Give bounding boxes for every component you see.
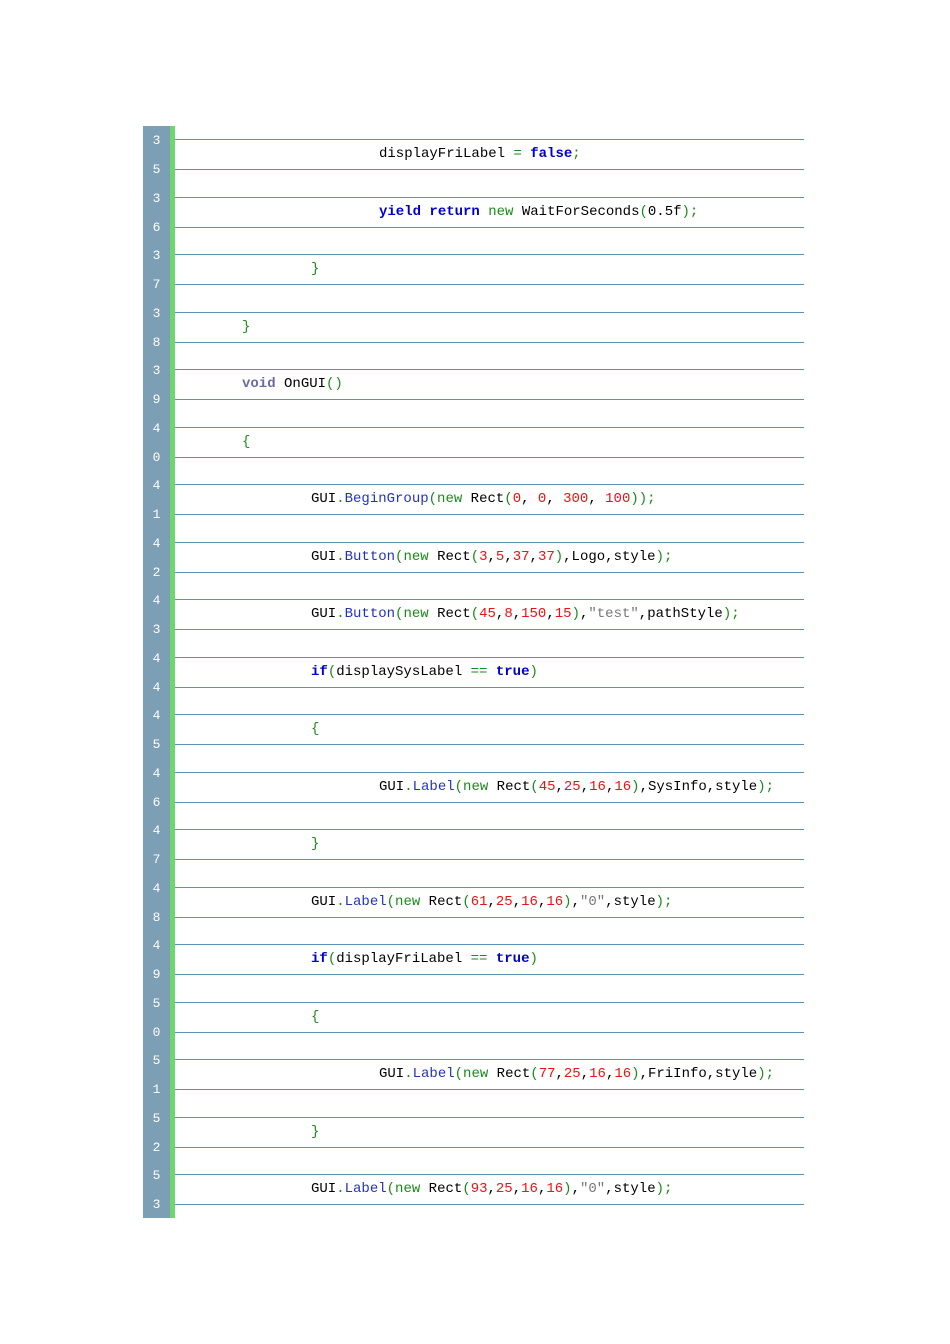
line-rule-top	[175, 312, 804, 313]
line-rule-bottom	[175, 629, 804, 630]
code-token: ,	[504, 548, 513, 565]
code-text	[311, 664, 538, 680]
line-rule-top	[175, 1174, 804, 1175]
code-token: false	[530, 146, 573, 162]
line-rule-bottom	[175, 744, 804, 745]
code-token: ,	[571, 1181, 580, 1197]
code-token: displaySysLabel	[336, 663, 471, 680]
code-token: (	[504, 491, 513, 507]
code-text	[242, 376, 343, 392]
code-token: .	[336, 1181, 345, 1197]
code-line	[143, 241, 804, 299]
code-token: Label	[344, 893, 387, 910]
code-token: ,	[512, 1181, 522, 1197]
code-token: );	[757, 1066, 774, 1082]
code-token: 16	[589, 1066, 606, 1082]
code-token: );	[655, 893, 673, 910]
code-token: ,pathStyle	[638, 606, 723, 622]
code-token: Label	[344, 1181, 387, 1197]
line-number-digit: 3	[152, 622, 161, 637]
code-token: GUI	[311, 491, 337, 507]
line-rule-top	[175, 657, 804, 658]
code-token: .	[404, 778, 413, 795]
code-token: "0"	[579, 893, 606, 910]
code-text	[379, 146, 581, 162]
code-token: {	[311, 721, 320, 737]
code-token: }	[311, 261, 320, 277]
code-token: ,	[555, 1066, 564, 1082]
code-token: "test"	[588, 606, 639, 622]
code-token: ,	[512, 606, 522, 622]
code-token: ,	[529, 548, 538, 565]
code-token: ,	[487, 548, 496, 565]
code-token: new	[395, 1181, 421, 1197]
line-rule-bottom	[175, 1032, 804, 1033]
line-rule-top	[175, 599, 804, 600]
line-number-digit: 9	[152, 392, 161, 407]
code-text	[379, 1066, 774, 1082]
line-number-digit: 8	[152, 334, 161, 350]
code-token: ,	[580, 1066, 590, 1082]
code-line	[143, 874, 804, 932]
code-token: 16	[546, 893, 564, 910]
line-number-digit: 2	[152, 564, 161, 580]
code-token: WaitForSeconds	[513, 203, 640, 220]
code-token: void	[242, 376, 276, 392]
code-token: ,	[571, 893, 580, 910]
line-number-digit: 5	[152, 162, 161, 177]
code-token: =	[513, 146, 522, 162]
code-token: GUI	[311, 548, 337, 565]
line-number-digit: 6	[152, 219, 161, 235]
code-token: (	[395, 606, 404, 622]
code-token: ,FriInfo,style	[639, 1066, 758, 1082]
code-text	[379, 779, 774, 795]
code-token: BeginGroup	[344, 491, 429, 507]
code-token: (	[327, 663, 337, 680]
line-rule-bottom	[175, 284, 804, 285]
line-rule-bottom	[175, 169, 804, 170]
code-token: 61	[470, 893, 488, 910]
code-line	[143, 414, 804, 472]
line-rule-bottom	[175, 572, 804, 573]
code-token: true	[495, 951, 530, 967]
code-token: Button	[344, 548, 396, 565]
code-text	[311, 549, 672, 565]
code-token: (	[454, 778, 464, 795]
line-number-digit: 5	[152, 1168, 161, 1183]
code-token: 8	[504, 606, 513, 622]
line-rule-top	[175, 254, 804, 255]
code-token: ,SysInfo,style	[639, 778, 758, 795]
code-token: 25	[563, 778, 581, 795]
code-token	[487, 664, 495, 680]
code-token: )	[563, 1181, 572, 1197]
code-token: 16	[614, 778, 632, 795]
code-token: ,	[537, 1181, 547, 1197]
code-token: (	[454, 1066, 464, 1082]
code-text	[311, 606, 740, 622]
code-token	[487, 951, 495, 967]
code-token: )	[554, 548, 564, 565]
code-token: (	[470, 548, 480, 565]
line-number-digit: 4	[152, 765, 161, 781]
code-token: GUI	[379, 778, 405, 795]
line-rule-top	[175, 887, 804, 888]
code-token: ,	[588, 491, 606, 507]
line-number-digit: 4	[152, 708, 161, 723]
code-token: .	[336, 491, 345, 507]
code-line	[143, 701, 804, 759]
code-token	[480, 204, 488, 220]
line-rule-top	[175, 484, 804, 485]
code-text	[311, 836, 319, 852]
line-number-digit: 5	[152, 1110, 161, 1126]
code-token: 45	[479, 606, 496, 622]
code-token: )	[571, 606, 580, 622]
code-text	[311, 1181, 672, 1197]
line-number-digit: 7	[152, 852, 161, 867]
code-token: ,	[537, 893, 547, 910]
line-rule-top	[175, 1117, 804, 1118]
line-rule-bottom	[175, 859, 804, 860]
line-rule-bottom	[175, 342, 804, 343]
line-number-digit: 3	[152, 133, 161, 148]
line-number-digit: 7	[152, 277, 161, 292]
code-token: )	[631, 778, 640, 795]
line-number-digit: 4	[152, 650, 161, 666]
code-token: if	[311, 951, 328, 967]
code-token: new	[437, 491, 463, 507]
code-token: 0.5f	[647, 203, 682, 220]
code-token: 0	[512, 491, 522, 507]
code-token: 150	[521, 606, 547, 622]
code-token: {	[311, 1008, 320, 1025]
line-rule-top	[175, 197, 804, 198]
code-token: new	[488, 203, 514, 220]
code-token: }	[311, 1123, 320, 1140]
line-number-digit: 0	[152, 449, 161, 465]
code-token: ,	[579, 606, 589, 622]
code-token: (	[327, 951, 337, 967]
code-token: ,style	[605, 1181, 656, 1197]
code-token: displayFriLabel	[379, 146, 514, 162]
line-number-digit: 4	[152, 880, 161, 896]
code-token: ==	[470, 951, 488, 967]
code-line	[143, 989, 804, 1047]
code-token: 16	[546, 1181, 564, 1197]
code-text	[311, 721, 319, 737]
code-token: new	[463, 778, 489, 795]
line-number-digit: 1	[152, 507, 161, 522]
code-token: 37	[512, 548, 530, 565]
code-token: Label	[412, 1066, 455, 1082]
code-token: ,	[546, 606, 555, 622]
code-line	[143, 816, 804, 874]
code-token: 16	[521, 1181, 538, 1197]
code-token: ,	[605, 778, 615, 795]
code-token: 93	[470, 1181, 488, 1197]
line-rule-top	[175, 829, 804, 830]
code-text	[311, 894, 672, 910]
code-token: ,	[495, 606, 505, 622]
line-rule-bottom	[175, 457, 804, 458]
line-number-digit: 6	[152, 794, 161, 810]
code-token: ,	[521, 491, 538, 507]
line-rule-bottom	[175, 1089, 804, 1090]
code-text	[311, 951, 538, 967]
code-token: return	[429, 203, 480, 220]
code-text	[311, 491, 656, 507]
code-token: GUI	[311, 606, 337, 622]
code-token: Label	[412, 778, 455, 795]
code-token: )	[529, 663, 538, 680]
line-rule-bottom	[175, 802, 804, 803]
code-token: "0"	[579, 1181, 606, 1197]
code-line	[143, 644, 804, 702]
code-token: );	[655, 548, 673, 565]
code-token	[522, 146, 530, 162]
code-token: ,Logo,style	[563, 548, 656, 565]
code-text	[311, 1124, 319, 1140]
code-token: OnGUI	[275, 376, 327, 392]
code-token: )	[563, 893, 572, 910]
code-token: (	[395, 548, 404, 565]
code-token: );	[655, 1181, 673, 1197]
line-number-digit: 4	[152, 823, 161, 838]
code-token: ,style	[605, 893, 656, 910]
line-rule-top	[175, 139, 804, 140]
line-rule-top	[175, 714, 804, 715]
line-number-digit: 4	[152, 420, 161, 436]
code-token: (	[462, 893, 471, 910]
code-token: ==	[470, 663, 488, 680]
code-token: 37	[537, 548, 555, 565]
code-token: new	[403, 548, 429, 565]
code-token: (	[530, 778, 539, 795]
line-rule-top	[175, 1002, 804, 1003]
code-token: ));	[630, 491, 656, 507]
line-number-digit: 5	[152, 737, 161, 752]
code-token: yield	[379, 203, 422, 220]
line-rule-bottom	[175, 1204, 804, 1205]
code-line	[143, 1161, 804, 1219]
line-rule-top	[175, 369, 804, 370]
code-token: );	[757, 778, 774, 795]
line-rule-bottom	[175, 917, 804, 918]
code-line	[143, 1046, 804, 1104]
line-rule-top	[175, 542, 804, 543]
code-token: Rect	[420, 893, 463, 910]
line-number-digit: 9	[152, 967, 161, 982]
code-token: new	[395, 893, 421, 910]
line-rule-bottom	[175, 399, 804, 400]
code-token: 100	[605, 491, 631, 507]
code-token: 5	[495, 548, 505, 565]
code-token: ,	[605, 1066, 615, 1082]
code-token: 25	[495, 893, 513, 910]
line-rule-bottom	[175, 687, 804, 688]
code-token: );	[681, 203, 699, 220]
code-token: 15	[554, 606, 572, 622]
code-token: new	[463, 1066, 489, 1082]
code-token: GUI	[311, 893, 337, 910]
code-token: Button	[344, 606, 396, 622]
code-text	[311, 1009, 319, 1025]
line-number-digit: 3	[152, 363, 161, 378]
code-token: .	[336, 893, 345, 910]
code-token: GUI	[379, 1066, 405, 1082]
code-token: Rect	[420, 1181, 463, 1197]
code-token: GUI	[311, 1181, 337, 1197]
line-number-digit: 3	[152, 248, 161, 263]
code-token: 3	[479, 548, 488, 565]
code-listing	[143, 126, 804, 1218]
code-token: 25	[563, 1066, 581, 1082]
code-token: .	[404, 1066, 413, 1082]
code-token: if	[311, 663, 328, 680]
code-token: )	[631, 1066, 640, 1082]
code-token: ()	[326, 376, 343, 392]
code-token: 16	[614, 1066, 632, 1082]
code-token: Rect	[488, 778, 531, 795]
code-token: ,	[512, 893, 522, 910]
code-token: 45	[538, 778, 556, 795]
code-token: 0	[537, 491, 547, 507]
code-token: ,	[546, 491, 564, 507]
line-number-digit: 4	[152, 593, 161, 608]
code-token: displayFriLabel	[336, 951, 471, 967]
code-token: Rect	[488, 1066, 531, 1082]
code-token: 25	[495, 1181, 513, 1197]
code-token: (	[462, 1181, 471, 1197]
code-token: (	[428, 491, 438, 507]
code-token: 77	[538, 1066, 556, 1082]
code-token: .	[336, 606, 345, 622]
line-number-digit: 3	[152, 190, 161, 206]
code-token: )	[529, 951, 538, 967]
line-rule-top	[175, 772, 804, 773]
line-rule-top	[175, 944, 804, 945]
code-line	[143, 184, 804, 242]
code-line	[143, 931, 804, 989]
code-text	[311, 261, 319, 277]
code-line	[143, 356, 804, 414]
code-token: ,	[487, 1181, 496, 1197]
line-rule-bottom	[175, 514, 804, 515]
code-text	[242, 434, 250, 450]
line-number-digit: 3	[152, 305, 161, 321]
code-token: (	[530, 1066, 539, 1082]
code-token: 300	[563, 491, 589, 507]
line-number-digit: 4	[152, 478, 161, 493]
code-token: ,	[487, 893, 496, 910]
line-rule-bottom	[175, 974, 804, 975]
line-number-digit: 8	[152, 909, 161, 925]
code-token: Rect	[462, 491, 505, 507]
code-line	[143, 471, 804, 529]
code-token: Rect	[428, 606, 471, 622]
code-line	[143, 126, 804, 184]
code-text	[379, 204, 698, 220]
line-rule-bottom	[175, 227, 804, 228]
code-token: 16	[589, 778, 606, 795]
code-token: ;	[572, 146, 581, 162]
code-token: (	[386, 1181, 396, 1197]
code-token: }	[242, 318, 251, 335]
code-token: );	[722, 606, 740, 622]
code-line	[143, 1104, 804, 1162]
code-token: .	[336, 548, 345, 565]
line-number-digit: 4	[152, 938, 161, 953]
line-number-digit: 4	[152, 679, 161, 695]
line-rule-bottom	[175, 1147, 804, 1148]
line-number-digit: 1	[152, 1082, 161, 1097]
code-token: {	[242, 433, 251, 450]
line-number-digit: 4	[152, 535, 161, 551]
code-token: }	[311, 836, 320, 852]
code-token: ,	[555, 778, 564, 795]
line-rule-top	[175, 1059, 804, 1060]
code-token: (	[639, 203, 648, 220]
code-token: (	[386, 893, 396, 910]
line-number-digit: 2	[152, 1139, 161, 1155]
code-token: Rect	[428, 548, 471, 565]
code-token: true	[495, 663, 530, 680]
code-token: ,	[580, 778, 590, 795]
code-line	[143, 299, 804, 357]
code-token: new	[403, 606, 429, 622]
code-line	[143, 759, 804, 817]
code-text	[242, 319, 250, 335]
line-number-digit: 5	[152, 1053, 161, 1068]
line-number-digit: 0	[152, 1024, 161, 1040]
code-line	[143, 529, 804, 587]
code-line	[143, 586, 804, 644]
code-token: (	[470, 606, 480, 622]
code-token: 16	[521, 893, 538, 910]
line-number-digit: 3	[152, 1197, 161, 1212]
line-number-digit: 5	[152, 995, 161, 1011]
line-rule-top	[175, 427, 804, 428]
